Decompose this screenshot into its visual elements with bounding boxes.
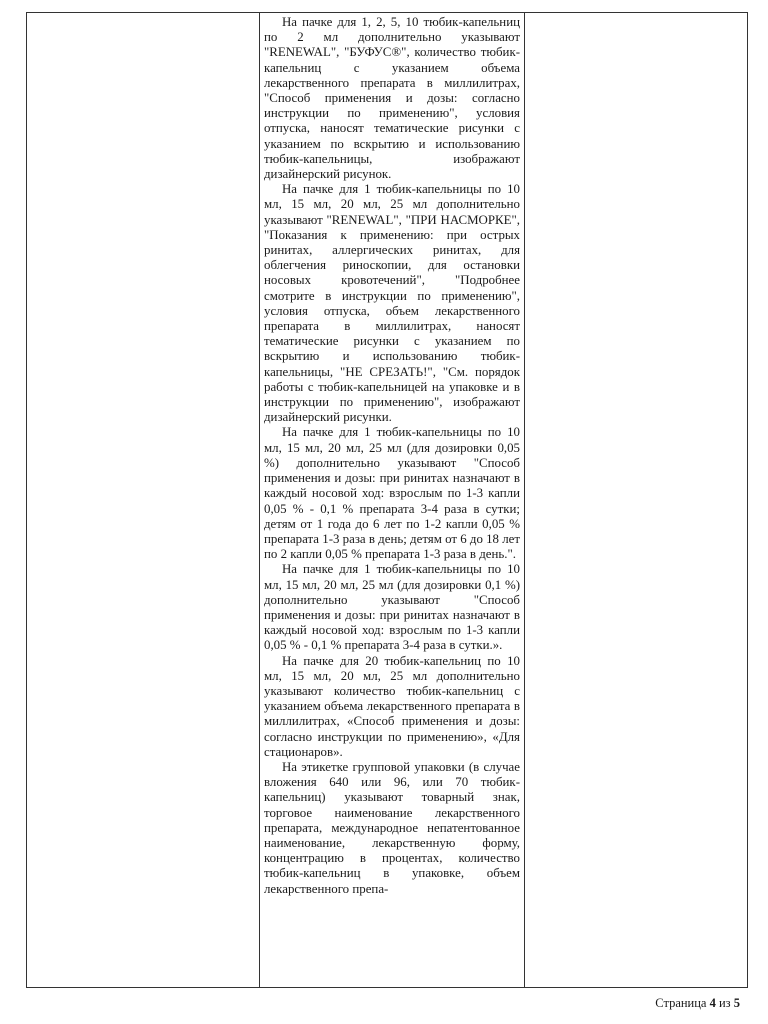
- page-number: [655, 996, 740, 1011]
- page-number-prefix: Страница: [655, 996, 710, 1010]
- cell-text-block: [260, 13, 524, 897]
- paragraph-3: На пачке для 1 тюбик-капельницы по 10 мл, 15 мл, 20 мл, 25 мл (для дозировки 0,05 %) дополнительно указывают "Способ применения и дозы: при ринитах назначают в каждый носовой ход: взрослым по 1-3 капли 0,05 % - 0,1 % препарата 3-4 раза в сутки; детям от 1 года до 6 лет по 1-2 капли 0,05 % препарата 1-3 раза в день; детям от 6 до 18 лет по 2 капли 0,05 % препарата 1-3 раза в день.".: [264, 425, 521, 562]
- page-number-current: 4: [709, 996, 716, 1010]
- document-table: [26, 12, 748, 988]
- left-column-cell: [27, 13, 260, 988]
- paragraph-5: На пачке для 20 тюбик-капельниц по 10 мл, 15 мл, 20 мл, 25 мл дополнительно указывают количество тюбик-капельниц с указанием объема лекарственного препарата в миллилитрах, «Способ применения и дозы: согласно инструкции по применению», «Для стационаров».: [264, 653, 520, 759]
- table-row: [27, 13, 748, 988]
- paragraph-2: На пачке для 1 тюбик-капельницы по 10 мл, 15 мл, 20 мл, 25 мл дополнительно указывают "RENEWAL", "ПРИ НАСМОРКЕ", "Показания к применению: при острых ринитах, аллергических ринитах, для облегчения риноскопии, для остановки носовых кровотечений", "Подробнее смотрите в инструкции по применению", условия отпуска, объем лекарственного препарата в миллилитрах, наносят тематические рисунки с указанием по вскрытию и использованию тюбик-капельницы, "НЕ СРЕЗАТЬ!", "См. порядок работы с тюбик-капельницей на упаковке и в инструкции по применению", изображают дизайнерский рисунки.: [264, 182, 520, 425]
- text-column-cell: [260, 13, 525, 988]
- right-column-cell: [525, 13, 748, 988]
- page-number-middle: из: [715, 996, 734, 1010]
- paragraph-6: На этикетке групповой упаковки (в случае вложения 640 или 96, или 70 тюбик-капельниц) указывают товарный знак, торговое наименование лекарственного препарата, международное непатентованное наименование, лекарственную форму, концентрацию в процентах, количество тюбик-капельниц в упаковке, объем лекарственного препа-: [264, 759, 520, 896]
- page-number-total: 5: [733, 996, 740, 1010]
- paragraph-1: На пачке для 1, 2, 5, 10 тюбик-капельниц по 2 мл дополнительно указывают "RENEWAL", "БУФУС®", количество тюбик-капельниц с указанием объема лекарственного препарата в миллилитрах, "Способ применения и дозы: согласно инструкции по применению", условия отпуска, наносят тематические рисунки с указанием по вскрытию и использованию тюбик-капельницы, изображают дизайнерский рисунок.: [264, 15, 520, 182]
- paragraph-4: На пачке для 1 тюбик-капельницы по 10 мл, 15 мл, 20 мл, 25 мл (для дозировки 0,1 %) дополнительно указывают "Способ применения и дозы: при ринитах назначают в каждый носовой ход: взрослым по 1-3 капли 0,05 % - 0,1 % препарата 3-4 раза в сутки.».: [264, 562, 520, 653]
